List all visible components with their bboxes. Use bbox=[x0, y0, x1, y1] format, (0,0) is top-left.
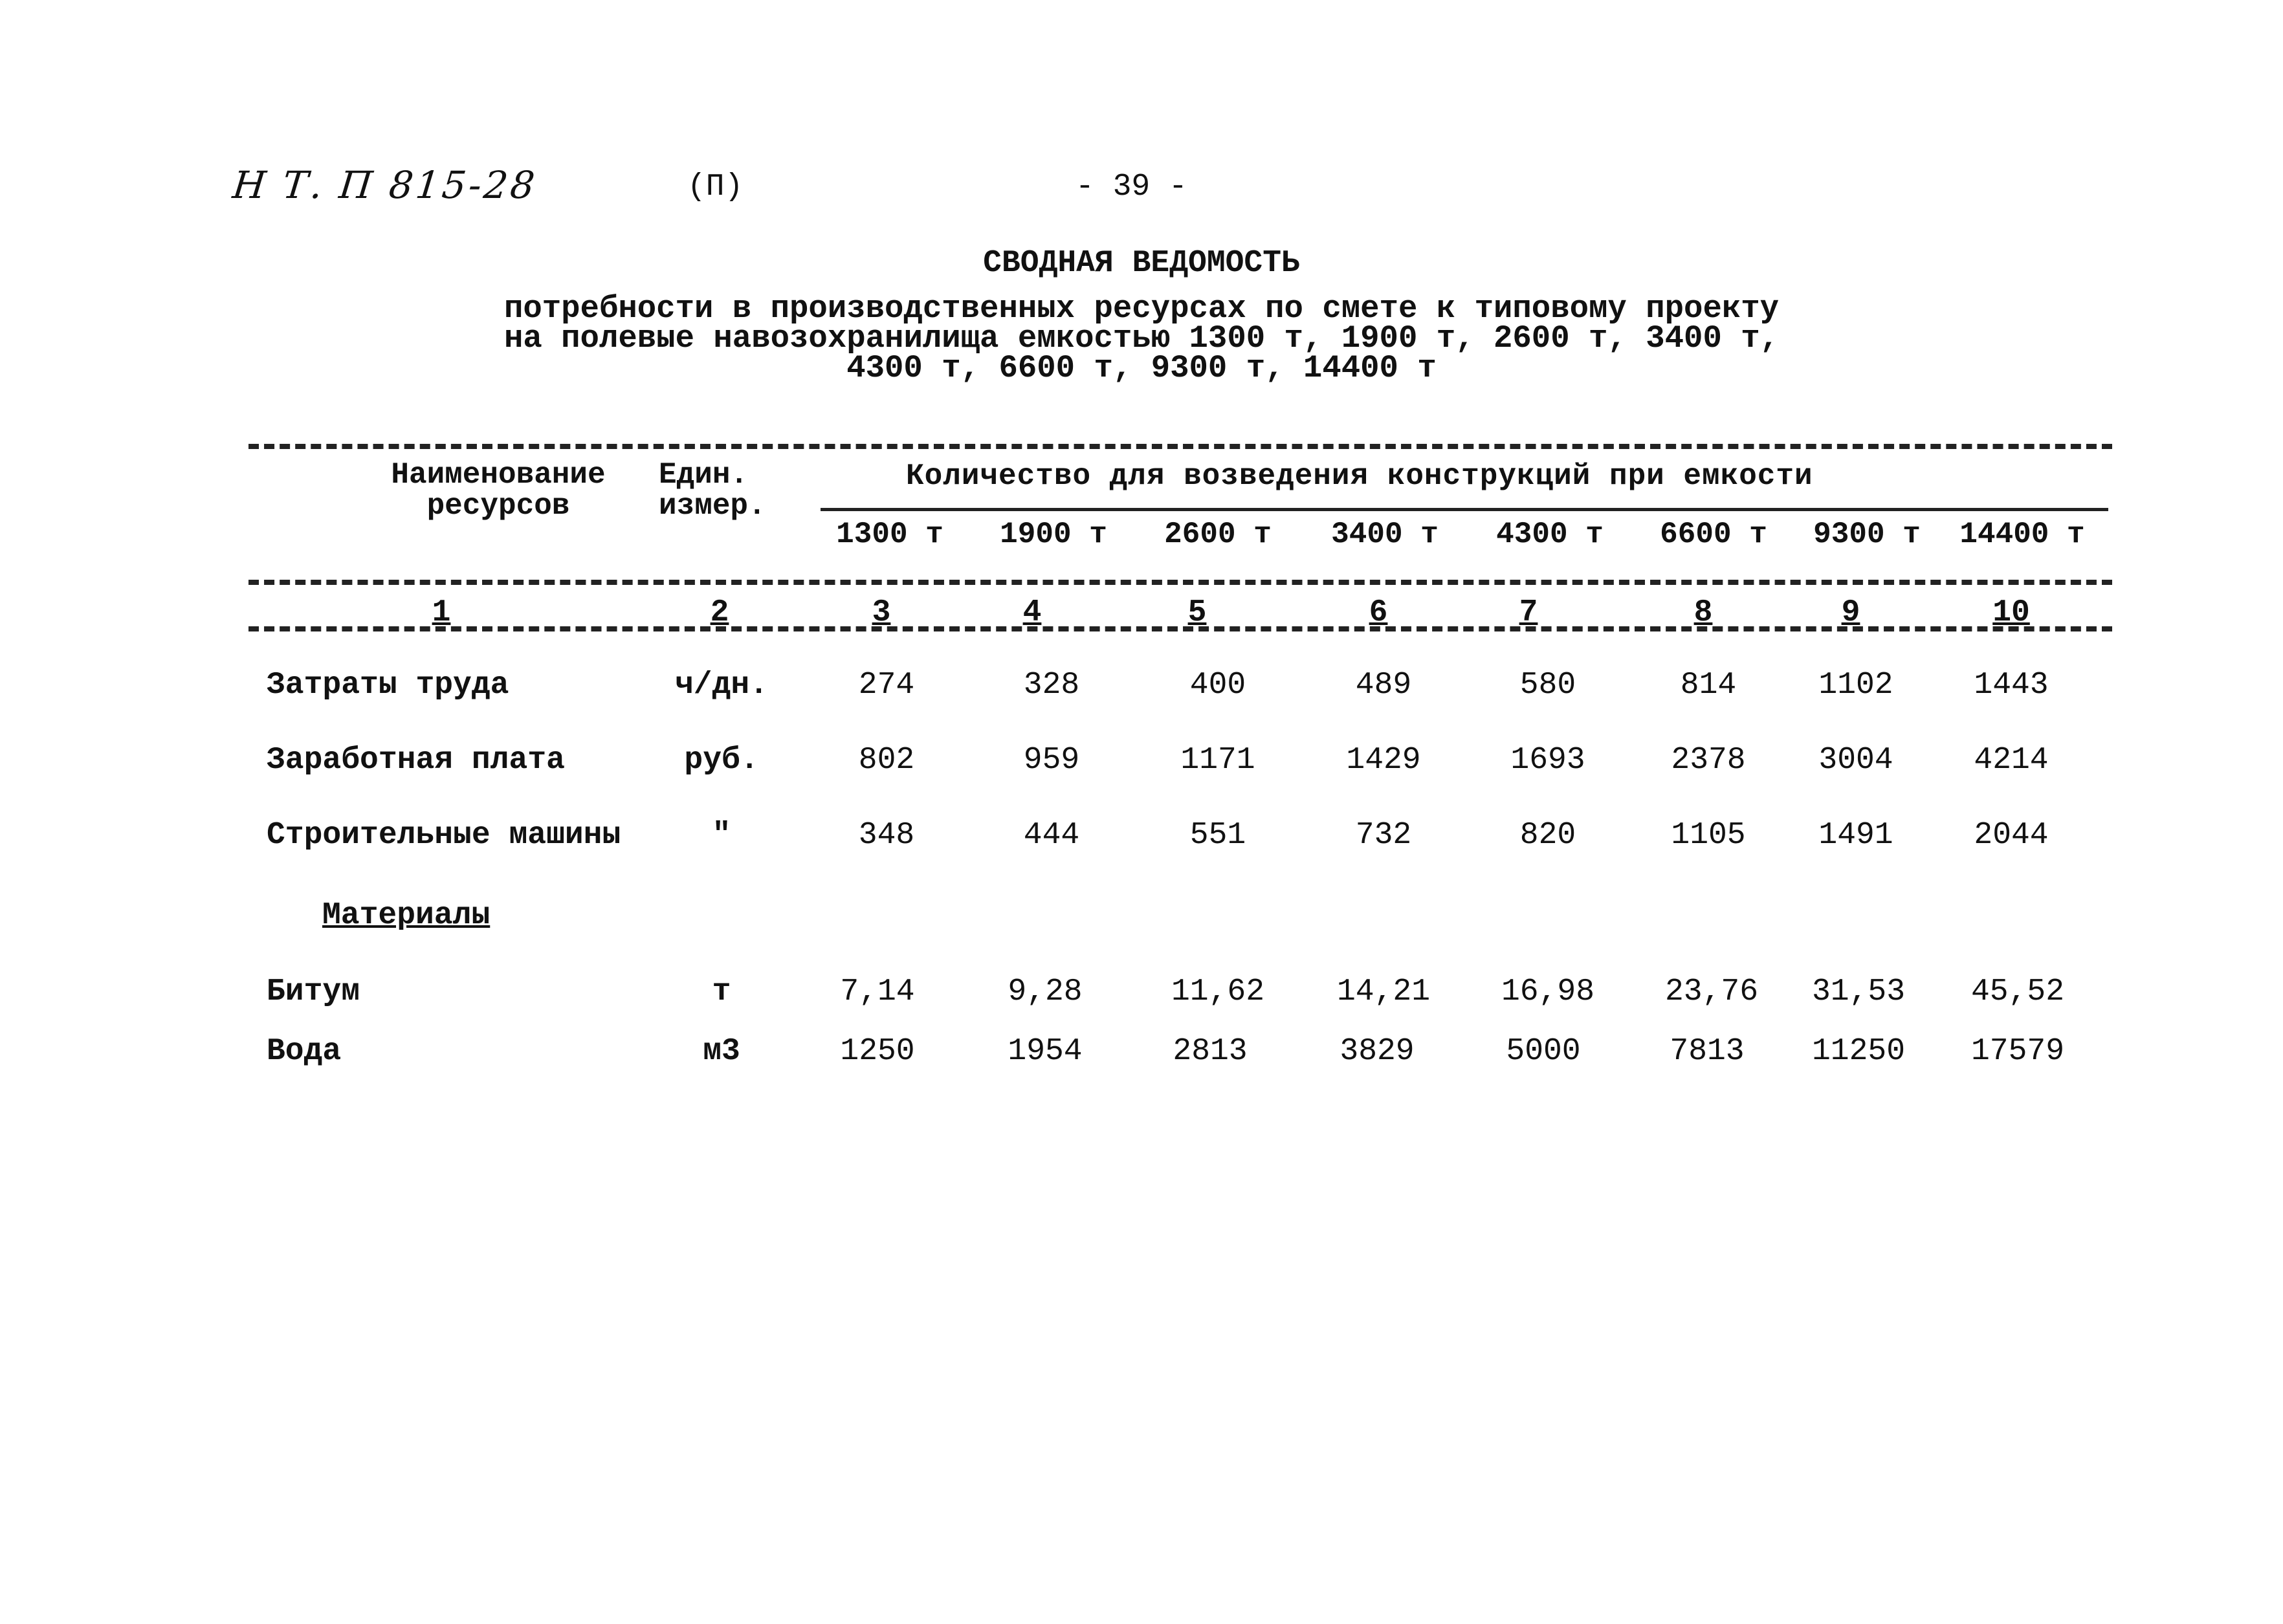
table-cell: 820 bbox=[1519, 818, 1576, 853]
column-number: 2 bbox=[710, 595, 729, 630]
document-subtitle bbox=[0, 291, 2283, 386]
subtitle-line: на полевые навозохранилища емкостью 1300 т, 1900 т, 2600 т, 3400 т, bbox=[503, 320, 1780, 357]
column-number: 5 bbox=[1187, 595, 1207, 630]
table-cell: 5000 bbox=[1506, 1034, 1581, 1069]
row-name: Строительные машины bbox=[267, 818, 621, 853]
table-cell: 45,52 bbox=[1970, 974, 2065, 1009]
table-cell: 1102 bbox=[1818, 668, 1893, 703]
table-cell: 348 bbox=[858, 818, 915, 853]
row-unit: т bbox=[712, 974, 731, 1009]
header-unit: Един. измер. bbox=[659, 458, 766, 523]
table-cell: 580 bbox=[1519, 668, 1576, 703]
row-name: Битум bbox=[267, 974, 360, 1009]
capacity-column-header: 3400 т bbox=[1331, 518, 1439, 551]
table-cell: 400 bbox=[1189, 668, 1246, 703]
row-name: Затраты труда bbox=[267, 668, 509, 703]
row-unit: м3 bbox=[703, 1034, 740, 1069]
subtitle-line: потребности в производственных ресурсах по смете к типовому проекту bbox=[503, 291, 1780, 327]
capacity-column-header: 9300 т bbox=[1813, 518, 1921, 551]
table-cell: 1693 bbox=[1510, 743, 1585, 778]
table-cell: 2044 bbox=[1974, 818, 2049, 853]
column-number-rule bbox=[248, 626, 2112, 631]
capacity-column-header: 14400 т bbox=[1959, 518, 2085, 551]
capacity-column-header: 1300 т bbox=[836, 518, 943, 551]
table-cell: 2813 bbox=[1173, 1034, 1248, 1069]
table-cell: 1429 bbox=[1346, 743, 1421, 778]
document-title: СВОДНАЯ ВЕДОМОСТЬ bbox=[983, 246, 1300, 281]
capacity-column-header: 4300 т bbox=[1496, 518, 1604, 551]
subtitle-line: 4300 т, 6600 т, 9300 т, 14400 т bbox=[846, 350, 1437, 386]
table-cell: 274 bbox=[858, 668, 915, 703]
section-heading-materials: Материалы bbox=[322, 898, 491, 933]
row-unit: " bbox=[712, 818, 731, 853]
capacity-column-header: 2600 т bbox=[1164, 518, 1272, 551]
table-cell: 732 bbox=[1355, 818, 1412, 853]
column-number: 7 bbox=[1519, 595, 1538, 630]
column-number: 1 bbox=[432, 595, 451, 630]
column-number: 4 bbox=[1022, 595, 1042, 630]
table-cell: 1491 bbox=[1818, 818, 1893, 853]
table-cell: 551 bbox=[1189, 818, 1246, 853]
table-cell: 3829 bbox=[1340, 1034, 1415, 1069]
page-number: - 39 - bbox=[1075, 170, 1187, 204]
table-cell: 23,76 bbox=[1664, 974, 1759, 1009]
table-cell: 3004 bbox=[1818, 743, 1893, 778]
header-resource-name: Наименование ресурсов bbox=[391, 458, 606, 523]
table-cell: 1443 bbox=[1974, 668, 2049, 703]
table-cell: 7,14 bbox=[840, 974, 915, 1009]
capacity-column-header: 1900 т bbox=[1000, 518, 1107, 551]
column-number: 6 bbox=[1369, 595, 1388, 630]
table-cell: 1171 bbox=[1180, 743, 1255, 778]
table-cell: 17579 bbox=[1970, 1034, 2065, 1069]
table-cell: 328 bbox=[1023, 668, 1080, 703]
row-name: Заработная плата bbox=[267, 743, 565, 778]
row-unit: ч/дн. bbox=[674, 668, 769, 703]
table-cell: 802 bbox=[858, 743, 915, 778]
series-mark: (П) bbox=[687, 170, 744, 204]
row-unit: руб. bbox=[684, 743, 759, 778]
table-cell: 11,62 bbox=[1171, 974, 1265, 1009]
column-number: 9 bbox=[1841, 595, 1860, 630]
header-bottom-rule bbox=[248, 580, 2112, 585]
table-cell: 14,21 bbox=[1336, 974, 1431, 1009]
table-cell: 9,28 bbox=[1008, 974, 1083, 1009]
table-cell: 489 bbox=[1355, 668, 1412, 703]
column-number: 3 bbox=[872, 595, 891, 630]
table-cell: 814 bbox=[1680, 668, 1737, 703]
table-top-rule bbox=[248, 444, 2112, 449]
column-number: 8 bbox=[1693, 595, 1713, 630]
table-cell: 7813 bbox=[1670, 1034, 1745, 1069]
header-quantity: Количество для возведения конструкций при емкости bbox=[906, 459, 1813, 493]
table-cell: 1105 bbox=[1671, 818, 1746, 853]
document-code: Н Т. П 815-28 bbox=[230, 163, 540, 207]
row-name: Вода bbox=[267, 1034, 342, 1069]
table-cell: 31,53 bbox=[1811, 974, 1906, 1009]
table-cell: 1250 bbox=[840, 1034, 915, 1069]
table-cell: 11250 bbox=[1811, 1034, 1906, 1069]
capacity-column-header: 6600 т bbox=[1660, 518, 1767, 551]
table-cell: 444 bbox=[1023, 818, 1080, 853]
table-cell: 16,98 bbox=[1501, 974, 1595, 1009]
table-cell: 959 bbox=[1023, 743, 1080, 778]
table-cell: 2378 bbox=[1671, 743, 1746, 778]
table-cell: 1954 bbox=[1008, 1034, 1083, 1069]
column-number: 10 bbox=[1992, 595, 2030, 630]
table-cell: 4214 bbox=[1974, 743, 2049, 778]
header-underline bbox=[821, 508, 2108, 511]
